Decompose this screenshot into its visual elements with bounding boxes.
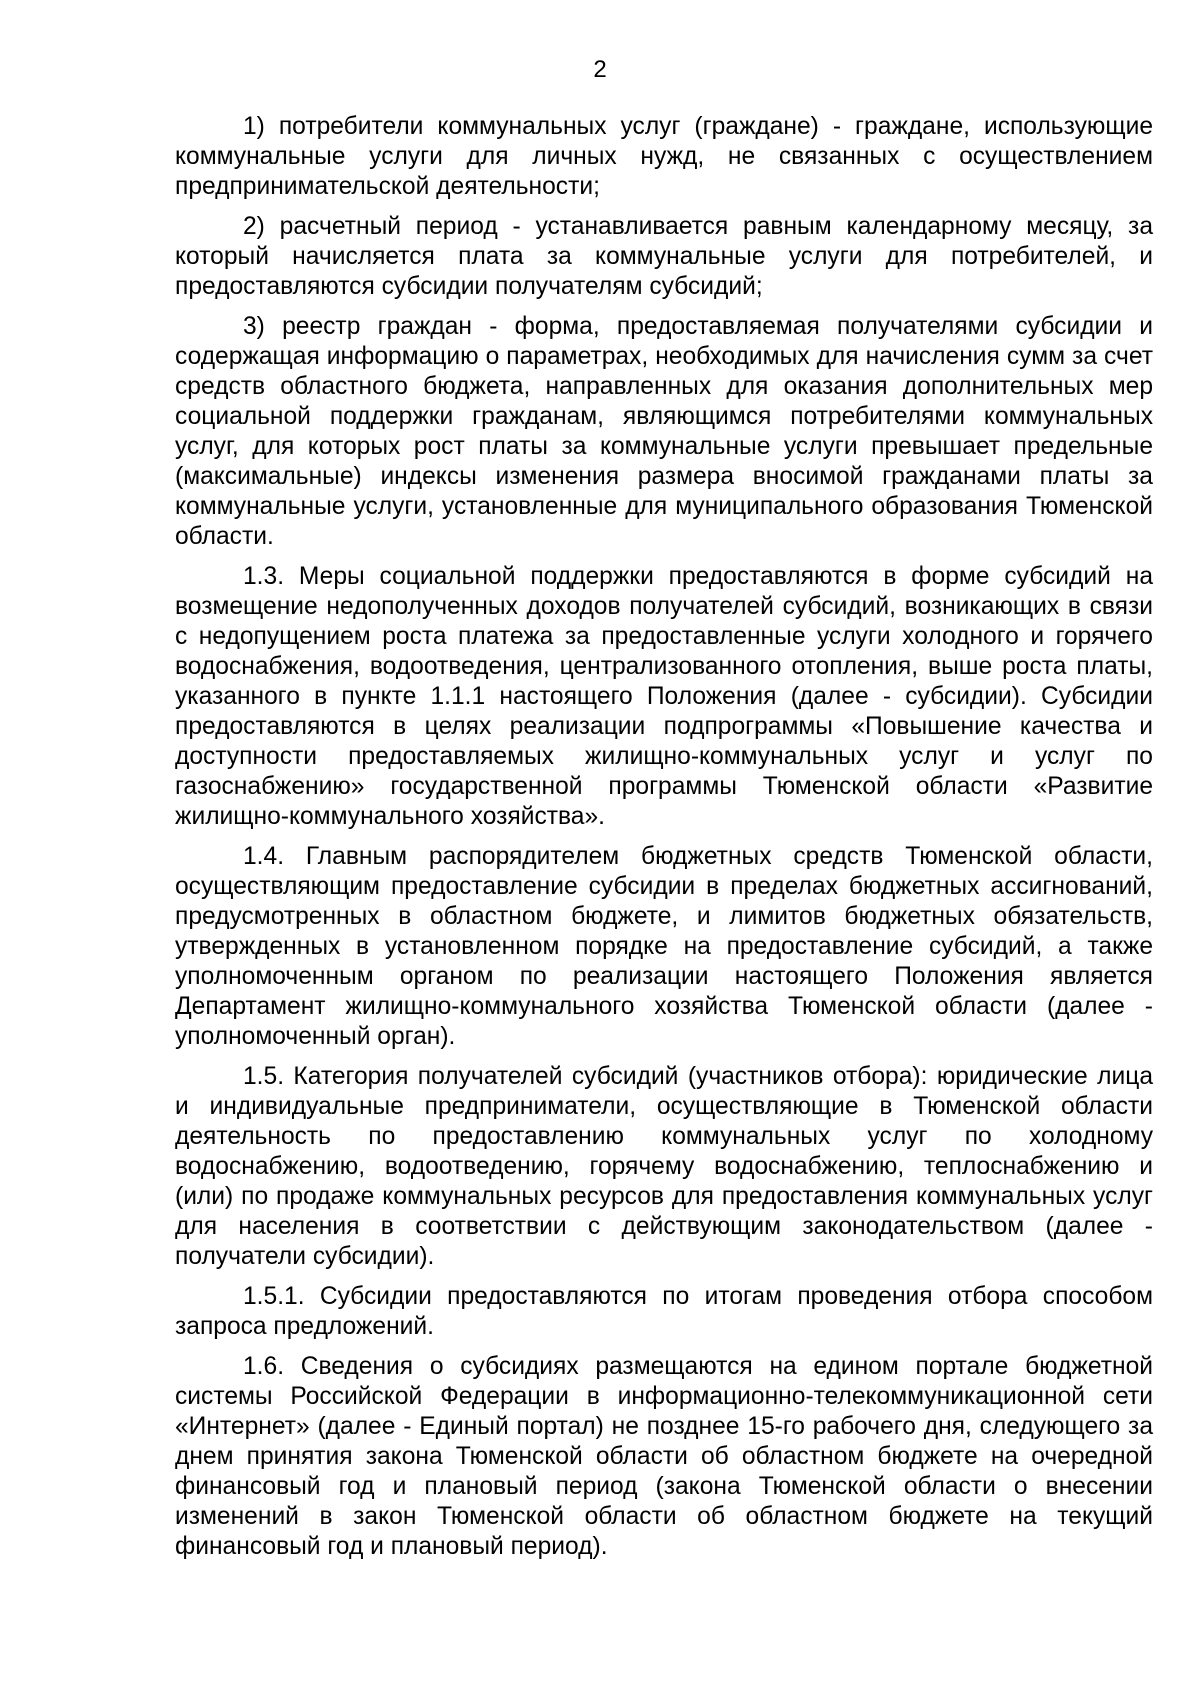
paragraph-1-5: 1.5. Категория получателей субсидий (участников отбора): юридические лица и индивидуальные предприниматели, осуществляющие в Тюменской области деятельность по предоставлению коммунальных услуг по холодному водоснабжению, водоотведению, горячему водоснабжению, теплоснабжению и (или) по продаже коммунальных ресурсов для предоставления коммунальных услуг для населения в соответствии с действующим законодательством (далее - получатели субсидии). [175, 1063, 1153, 1270]
page-number: 2 [593, 56, 607, 83]
paragraph-citizens-registry-definition: 3) реестр граждан - форма, предоставляемая получателями субсидии и содержащая информацию о параметрах, необходимых для начисления сумм за счет средств областного бюджета, направленных для оказания дополнительных мер социальной поддержки гражданам, являющимся потребителями коммунальных услуг, для которых рост платы за коммунальные услуги превышает предельные (максимальные) индексы изменения размера вносимой гражданами платы за коммунальные услуги, установленные для муниципального образования Тюменской области. [175, 313, 1153, 550]
document-body [175, 112, 1153, 1572]
paragraph-billing-period-definition: 2) расчетный период - устанавливается равным календарному месяцу, за который начисляется плата за коммунальные услуги для потребителей, и предоставляются субсидии получателям субсидий; [175, 213, 1153, 300]
paragraph-consumers-definition: 1) потребители коммунальных услуг (граждане) - граждане, использующие коммунальные услуги для личных нужд, не связанных с осуществлением предпринимательской деятельности; [175, 113, 1153, 200]
paragraph-1-6: 1.6. Сведения о субсидиях размещаются на едином портале бюджетной системы Российской Федерации в информационно-телекоммуникационной сети «Интернет» (далее - Единый портал) не позднее 15-го рабочего дня, следующего за днем принятия закона Тюменской области об областном бюджете на очередной финансовый год и плановый период (закона Тюменской области о внесении изменений в закон Тюменской области об областном бюджете на текущий финансовый год и плановый период). [175, 1353, 1153, 1560]
paragraph-1-4: 1.4. Главным распорядителем бюджетных средств Тюменской области, осуществляющим предоставление субсидии в пределах бюджетных ассигнований, предусмотренных в областном бюджете, и лимитов бюджетных обязательств, утвержденных в установленном порядке на предоставление субсидий, а также уполномоченным органом по реализации настоящего Положения является Департамент жилищно-коммунального хозяйства Тюменской области (далее - уполномоченный орган). [175, 843, 1153, 1050]
paragraph-1-5-1: 1.5.1. Субсидии предоставляются по итогам проведения отбора способом запроса предложений. [175, 1283, 1153, 1340]
paragraph-1-3: 1.3. Меры социальной поддержки предоставляются в форме субсидий на возмещение недополученных доходов получателей субсидий, возникающих в связи с недопущением роста платежа за предоставленные услуги холодного и горячего водоснабжения, водоотведения, централизованного отопления, выше роста платы, указанного в пункте 1.1.1 настоящего Положения (далее - субсидии). Субсидии предоставляются в целях реализации подпрограммы «Повышение качества и доступности предоставляемых жилищно-коммунальных услуг и услуг по газоснабжению» государственной программы Тюменской области «Развитие жилищно-коммунального хозяйства». [175, 563, 1153, 830]
